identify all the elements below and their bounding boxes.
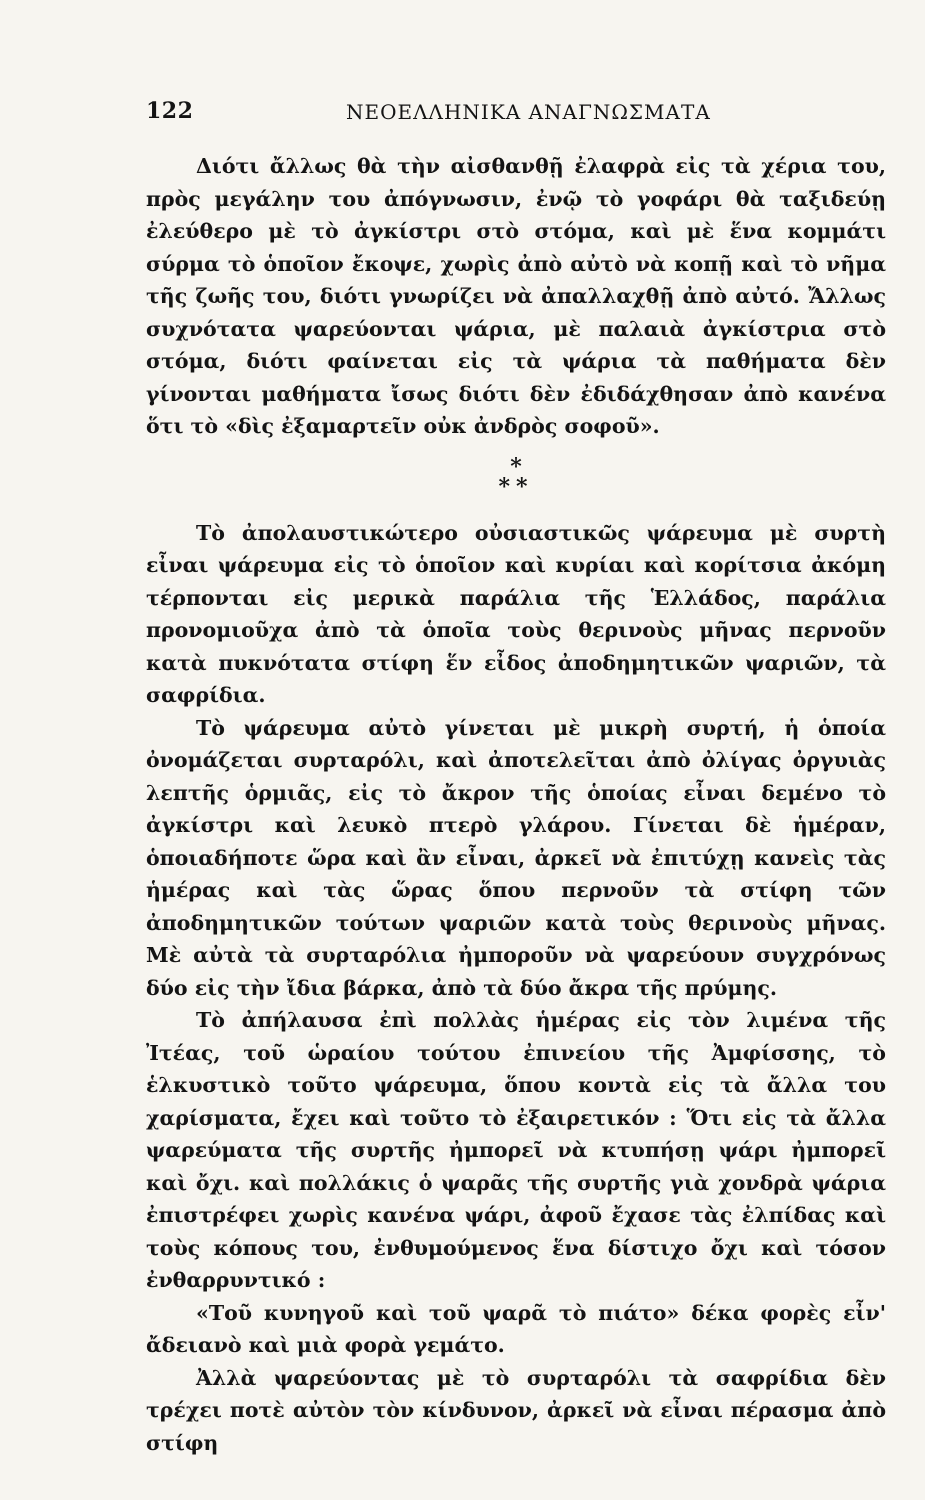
paragraph: Διότι ἄλλως θὰ τὴν αἰσθανθῇ ἐλαφρὰ εἰς τὰ χέρια του, πρὸς μεγάλην του ἀπόγνωσιν, ἐνῷ τὸ γοφάρι θὰ ταξιδεύῃ ἐλεύθερο μὲ τὸ ἀγκίστρι στὸ στόμα, καὶ μὲ ἕνα κομμάτι σύρμα τὸ ὁποῖον ἔκοψε, χωρὶς ἀπὸ αὐτὸ νὰ κοπῇ καὶ τὸ νῆμα τῆς ζωῆς του, διότι γνωρίζει νὰ ἀπαλλαχθῇ ἀπὸ αὐτό. Ἄλλως συχνότατα ψαρεύονται ψάρια, μὲ παλαιὰ ἀγκίστρια στὸ στόμα, διότι φαίνεται εἰς τὰ ψάρια τὰ παθήματα δὲν γίνονται μαθήματα ἴσως διότι δὲν ἐδιδάχθησαν ἀπὸ κανένα ὅτι τὸ «δὶς ἐξαμαρτεῖν οὐκ ἀνδρὸς σοφοῦ». [146, 154, 886, 438]
paragraph: Ἀλλὰ ψαρεύοντας μὲ τὸ συρταρόλι τὰ σαφρίδια δὲν τρέχει ποτὲ αὐτὸν τὸν κίνδυνον, ἀρκεῖ νὰ εἶναι πέρασμα ἀπὸ στίφη [146, 1365, 886, 1455]
page-header [146, 98, 886, 138]
running-title: ΝΕΟΕΛΛΗΝΙΚΑ ΑΝΑΓΝΩΣΜΑΤΑ [346, 100, 711, 124]
body-text [146, 150, 886, 1459]
asterism-divider [146, 453, 886, 500]
asterism-top: * [510, 453, 522, 480]
paragraph: Τὸ ἀπολαυστικώτερο οὐσιαστικῶς ψάρευμα μὲ συρτὴ εἶναι ψάρευμα εἰς τὸ ὁποῖον καὶ κυρίαι καὶ κορίτσια ἀκόμη τέρπονται εἰς μερικὰ παράλια τῆς Ἑλλάδος, παράλια προνομιοῦχα ἀπὸ τὰ ὁποῖα τοὺς θερινοὺς μῆνας περνοῦν κατὰ πυκνότατα στίφη ἕν εἶδος ἀποδημητικῶν ψαριῶν, τὰ σαφρίδια. [146, 520, 886, 707]
paragraph: «Τοῦ κυνηγοῦ καὶ τοῦ ψαρᾶ τὸ πιάτο» δέκα φορὲς εἶν' ἄδειανὸ καὶ μιὰ φορὰ γεμάτο. [146, 1300, 886, 1357]
asterism-bottom: ** [498, 473, 534, 500]
paragraph: Τὸ ψάρευμα αὐτὸ γίνεται μὲ μικρὴ συρτή, ἡ ὁποία ὀνομάζεται συρταρόλι, καὶ ἀποτελεῖται ἀπὸ ὀλίγας ὀργυιὰς λεπτῆς ὁρμιᾶς, εἰς τὸ ἄκρον τῆς ὁποίας εἶναι δεμένο τὸ ἀγκίστρι καὶ λευκὸ πτερὸ γλάρου. Γίνεται δὲ ἡμέραν, ὁποιαδήποτε ὥρα καὶ ἂν εἶναι, ἀρκεῖ νὰ ἐπιτύχῃ κανεὶς τὰς ἡμέρας καὶ τὰς ὥρας ὅπου περνοῦν τὰ στίφη τῶν ἀποδημητικῶν τούτων ψαριῶν κατὰ τοὺς θερινοὺς μῆνας. Μὲ αὐτὰ τὰ συρταρόλια ἠμποροῦν νὰ ψαρεύουν συγχρόνως δύο εἰς τὴν ἴδια βάρκα, ἀπὸ τὰ δύο ἄκρα τῆς πρύμης. [146, 715, 886, 1000]
paragraph: Τὸ ἀπήλαυσα ἐπὶ πολλὰς ἡμέρας εἰς τὸν λιμένα τῆς Ἰτέας, τοῦ ὡραίου τούτου ἐπινείου τῆς Ἀμφίσσης, τὸ ἑλκυστικὸ τοῦτο ψάρευμα, ὅπου κοντὰ εἰς τὰ ἄλλα του χαρίσματα, ἔχει καὶ τοῦτο τὸ ἐξαιρετικόν : Ὅτι εἰς τὰ ἄλλα ψαρεύματα τῆς συρτῆς ἠμπορεῖ νὰ κτυπήσῃ ψάρι ἠμπορεῖ καὶ ὄχι. καὶ πολλάκις ὁ ψαρᾶς τῆς συρτῆς γιὰ χονδρὰ ψάρια ἐπιστρέφει χωρὶς κανένα ψάρι, ἀφοῦ ἔχασε τὰς ἐλπίδας καὶ τοὺς κόπους του, ἐνθυμούμενος ἕνα δίστιχο ὄχι καὶ τόσον ἐνθαρρυντικό : [146, 1008, 886, 1292]
page-number: 122 [146, 98, 194, 124]
